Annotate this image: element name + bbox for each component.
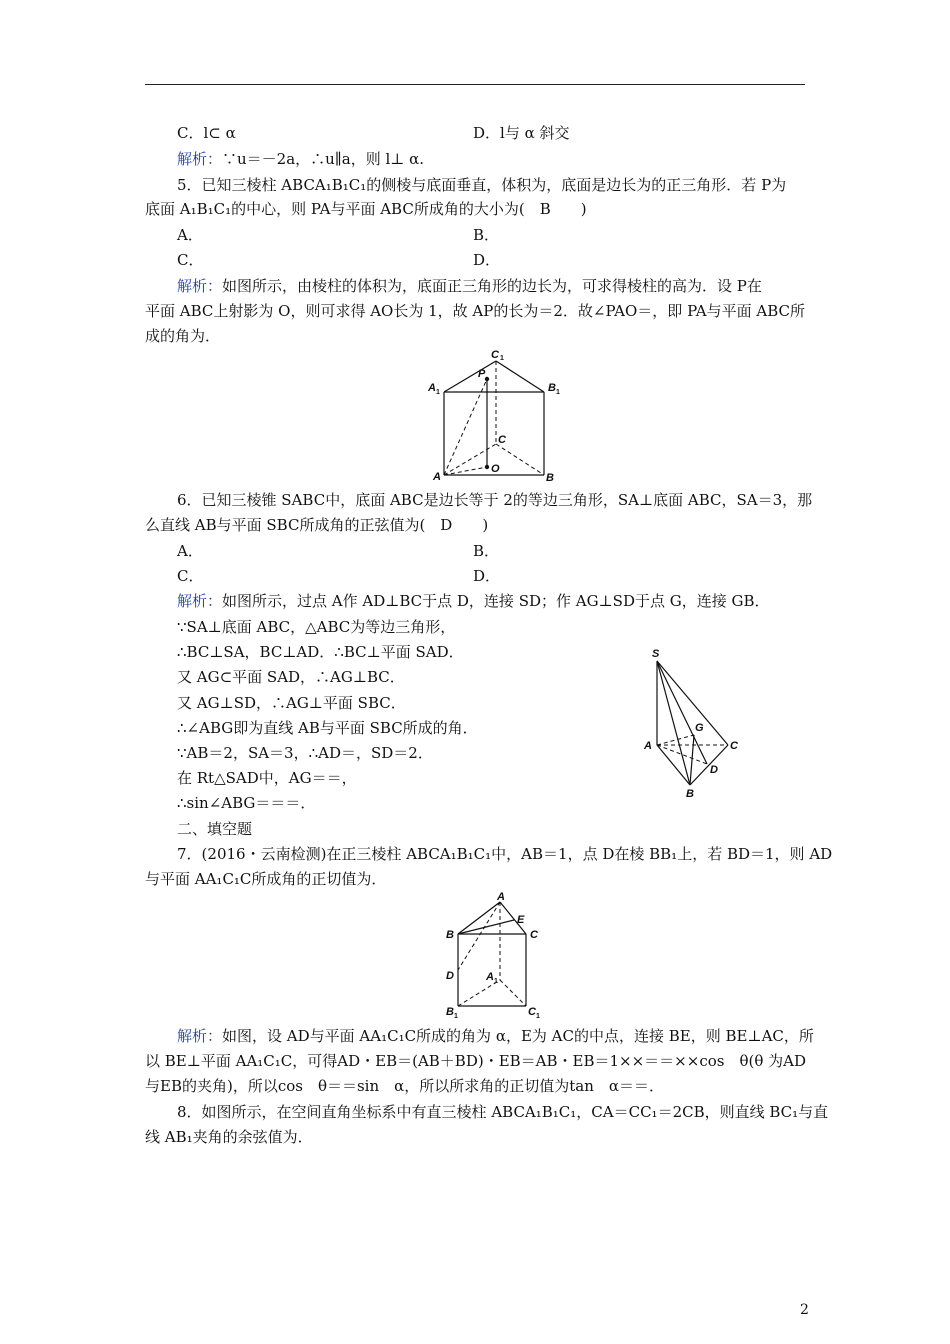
- q5-label-b1: B: [548, 382, 556, 394]
- q5-prism-figure: [420, 347, 570, 482]
- q5-label-a: A: [433, 471, 441, 482]
- subscript: 1: [556, 389, 560, 396]
- q6-pyramid-figure: [640, 645, 750, 800]
- q5-stem-line2: 底面 A₁B₁C₁的中心，则 PA与平面 ABC所成角的大小为( B ): [145, 200, 587, 218]
- q7-solution-text: 如图，设 AD与平面 AA₁C₁C所成的角为 α，E为 AC的中点，连接 BE，则 BE⊥AC，所: [222, 1027, 814, 1045]
- q6-solution-text: 如图所示，过点 A作 AD⊥BC于点 D，连接 SD；作 AG⊥SD于点 G，连接 GB．: [222, 592, 770, 610]
- q6-label-s: S: [652, 648, 660, 660]
- q5-option-a: A．: [177, 226, 203, 244]
- q6-option-b: B．: [473, 542, 500, 560]
- solution-label: 解析：: [177, 150, 223, 168]
- q6-solution-line1: [177, 591, 770, 611]
- q5-option-d: D．: [473, 251, 501, 269]
- page-number: 2: [800, 1302, 809, 1318]
- solution-label: 解析：: [177, 1027, 223, 1045]
- q5-stem-line1: 5．已知三棱柱 ABCA₁B₁C₁的侧棱与底面垂直，体积为，底面是边长为的正三角形．若 P为: [177, 176, 787, 194]
- q4-option-d: D．l与 α 斜交: [473, 124, 570, 142]
- q6-step4: 又 AG⊥SD，∴AG⊥平面 SBC．: [177, 694, 406, 712]
- q7-label-b: B: [446, 929, 454, 941]
- q7-stem-line2: 与平面 AA₁C₁C所成角的正切值为．: [145, 870, 387, 888]
- q5-option-c: C．: [177, 251, 204, 269]
- q6-step2: ∴BC⊥SA，BC⊥AD．∴BC⊥平面 SAD．: [177, 643, 464, 661]
- q7-label-c1: C: [528, 1006, 536, 1018]
- q8-stem-line1: 8．如图所示，在空间直角坐标系中有直三棱柱 ABCA₁B₁C₁，CA＝CC₁＝2CB，则直线 BC₁与直: [177, 1103, 829, 1121]
- q6-stem-line1: 6．已知三棱锥 SABC中，底面 ABC是边长等于 2的等边三角形，SA⊥底面 ABC，SA＝3，那: [177, 491, 813, 509]
- q6-label-b: B: [686, 788, 694, 800]
- subscript: 1: [454, 1013, 458, 1020]
- q7-label-c: C: [530, 929, 538, 941]
- solution-label: 解析：: [177, 592, 223, 610]
- q5-solution-line3: 成的角为．: [145, 327, 221, 345]
- header-rule: [145, 84, 805, 85]
- q6-option-a: A．: [177, 542, 203, 560]
- q5-label-p: P: [478, 368, 486, 380]
- section-fill-in-heading: 二、填空题: [177, 820, 253, 838]
- q5-solution-text: 如图所示，由棱柱的体积为，底面正三角形的边长为，可求得棱柱的高为．设 P在: [222, 277, 762, 295]
- q5-label-c1: C: [491, 349, 499, 361]
- q5-label-o: O: [491, 463, 500, 475]
- q7-prism-figure: [440, 890, 550, 1020]
- q5-label-b: B: [546, 472, 554, 482]
- q6-label-g: G: [695, 722, 704, 734]
- q6-option-d: D．: [473, 567, 501, 585]
- q5-label-a1: A: [428, 382, 436, 394]
- q6-step7: 在 Rt△SAD中，AG＝＝，: [177, 769, 357, 787]
- subscript: 1: [536, 1013, 540, 1020]
- q7-label-a1: A: [486, 971, 494, 983]
- subscript: 1: [436, 389, 440, 396]
- q5-option-b: B．: [473, 226, 500, 244]
- q5-solution-line2: 平面 ABC上射影为 O，则可求得 AO长为 1，故 AP的长为＝2．故∠PAO＝，即 PA与平面 ABC所: [145, 302, 806, 320]
- q6-label-a: A: [644, 740, 652, 752]
- q4-solution: [177, 149, 424, 169]
- q7-label-d: D: [446, 970, 454, 982]
- q6-label-c: C: [730, 740, 738, 752]
- q8-stem-line2: 线 AB₁夹角的余弦值为．: [145, 1128, 313, 1146]
- q6-label-d: D: [710, 764, 718, 776]
- q7-label-e: E: [517, 914, 525, 926]
- q7-label-a: A: [497, 891, 505, 903]
- q6-stem-line2: 么直线 AB与平面 SBC所成角的正弦值为( D ): [145, 516, 489, 534]
- q4-solution-text: ∵u＝－2a，∴u∥a，则 l⊥ α.: [222, 150, 425, 168]
- solution-label: 解析：: [177, 277, 223, 295]
- q6-step8: ∴sin∠ABG＝＝＝．: [177, 794, 316, 812]
- q6-step5: ∴∠ABG即为直线 AB与平面 SBC所成的角．: [177, 719, 478, 737]
- q7-solution-line1: [177, 1026, 814, 1046]
- q7-stem-line1: 7．(2016・云南检测)在正三棱柱 ABCA₁B₁C₁中，AB＝1，点 D在棱 BB₁上，若 BD＝1，则 AD: [177, 845, 833, 863]
- q6-step6: ∵AB＝2，SA＝3，∴AD＝，SD＝2．: [177, 744, 433, 762]
- q5-label-c: C: [498, 434, 506, 446]
- q7-solution-line2: 以 BE⊥平面 AA₁C₁C，可得AD・EB＝(AB＋BD)・EB＝AB・EB＝1××＝＝××cos θ(θ 为AD: [145, 1052, 806, 1070]
- q6-option-c: C．: [177, 567, 204, 585]
- q7-solution-line3: 与EB的夹角)，所以cos θ＝＝sin α，所以所求角的正切值为tan α＝＝．: [145, 1077, 665, 1095]
- q5-solution-line1: [177, 276, 762, 296]
- subscript: 1: [500, 355, 504, 362]
- subscript: 1: [494, 978, 498, 985]
- q6-step1: ∵SA⊥底面 ABC，△ABC为等边三角形，: [177, 618, 456, 636]
- q4-option-c: C．l⊂ α: [177, 124, 236, 142]
- q7-label-b1: B: [446, 1006, 454, 1018]
- q6-step3: 又 AG⊂平面 SAD，∴AG⊥BC．: [177, 668, 405, 686]
